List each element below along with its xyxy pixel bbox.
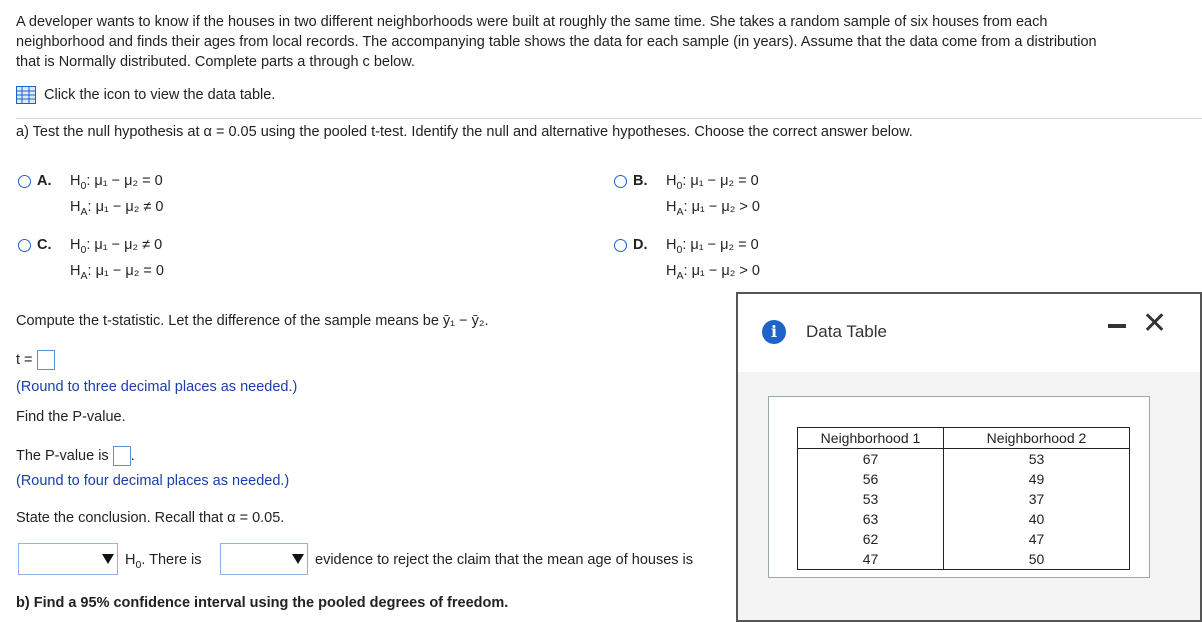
tstat-hint: (Round to three decimal places as needed.): [16, 379, 298, 395]
intro-line-1: A developer wants to know if the houses in two different neighborhoods were built at roughly the same time. She takes a random sample of six houses from each: [16, 14, 1048, 30]
chevron-down-icon: [102, 554, 114, 564]
pvalue-row: The P-value is .: [16, 446, 135, 466]
data-table-icon[interactable]: [16, 86, 36, 104]
conclusion-text-2: evidence to reject the claim that the mean age of houses is: [315, 552, 694, 568]
option-c-ha: $H_A$: μ₁ − μ₂ = 0: [70, 263, 164, 282]
part-b-prompt: b) Find a 95% confidence interval using the pooled degrees of freedom.: [16, 595, 509, 611]
option-c-radio[interactable]: [18, 239, 31, 252]
dialog-title: Data Table: [806, 322, 887, 341]
option-b-ha: $H_A$: μ₁ − μ₂ > 0: [666, 199, 760, 218]
conclusion-text-1: $H_0$. There is: [125, 552, 202, 571]
column-header: Neighborhood 2: [944, 428, 1130, 449]
option-b-h0: $H_0$: μ₁ − μ₂ = 0: [666, 173, 759, 192]
option-a-ha: $H_A$: μ₁ − μ₂ ≠ 0: [70, 199, 164, 218]
tstat-input[interactable]: [37, 350, 55, 370]
option-d[interactable]: D.: [614, 237, 654, 253]
conclusion-prompt: State the conclusion. Recall that α = 0.05.: [16, 510, 285, 526]
table-row: 67 53: [798, 449, 1130, 470]
intro-line-2: neighborhood and finds their ages from local records. The accompanying table shows the data for each sample (in years). Assume that the data come from a distribution: [16, 34, 1097, 50]
section-divider: [16, 118, 1202, 119]
option-d-h0: $H_0$: μ₁ − μ₂ = 0: [666, 237, 759, 256]
reject-decision-dropdown[interactable]: [18, 543, 118, 575]
data-table: [797, 427, 1130, 570]
option-d-radio[interactable]: [614, 239, 627, 252]
option-a[interactable]: A.: [18, 173, 58, 189]
data-table-link-text[interactable]: Click the icon to view the data table.: [44, 87, 276, 103]
option-b[interactable]: B.: [614, 173, 654, 189]
problem-statement: [16, 12, 1202, 72]
tstat-label: t =: [16, 351, 33, 368]
part-a-prompt: a) Test the null hypothesis at α = 0.05 using the pooled t-test. Identify the null and alternative hypotheses. Choose the correct answer below.: [16, 124, 913, 140]
pvalue-hint: (Round to four decimal places as needed.): [16, 473, 290, 489]
pvalue-prompt: Find the P-value.: [16, 409, 126, 425]
data-table-panel: [768, 396, 1150, 578]
option-b-radio[interactable]: [614, 175, 627, 188]
option-c[interactable]: C.: [18, 237, 58, 253]
pvalue-input[interactable]: [113, 446, 131, 466]
data-table-link[interactable]: [16, 86, 275, 104]
tstat-prompt: Compute the t-statistic. Let the difference of the sample means be ȳ₁ − ȳ₂.: [16, 313, 489, 329]
option-a-radio[interactable]: [18, 175, 31, 188]
option-d-ha: $H_A$: μ₁ − μ₂ > 0: [666, 263, 760, 282]
table-row: 53 37: [798, 489, 1130, 509]
info-icon: i: [762, 320, 786, 344]
table-row: 63 40: [798, 509, 1130, 529]
data-table-dialog: [736, 292, 1202, 622]
table-row: 56 49: [798, 469, 1130, 489]
tstat-row: [16, 350, 55, 370]
intro-line-3: that is Normally distributed. Complete parts a through c below.: [16, 54, 415, 70]
pvalue-label: The P-value is: [16, 447, 109, 464]
minimize-icon[interactable]: [1108, 324, 1126, 328]
table-row: 62 47: [798, 529, 1130, 549]
option-c-h0: $H_0$: μ₁ − μ₂ ≠ 0: [70, 237, 163, 256]
table-row: 47 50: [798, 549, 1130, 570]
dialog-header: [738, 294, 1200, 372]
option-a-h0: $H_0$: μ₁ − μ₂ = 0: [70, 173, 163, 192]
chevron-down-icon: [292, 554, 304, 564]
column-header: Neighborhood 1: [798, 428, 944, 449]
close-icon[interactable]: ✕: [1142, 306, 1168, 341]
evidence-dropdown[interactable]: [220, 543, 308, 575]
